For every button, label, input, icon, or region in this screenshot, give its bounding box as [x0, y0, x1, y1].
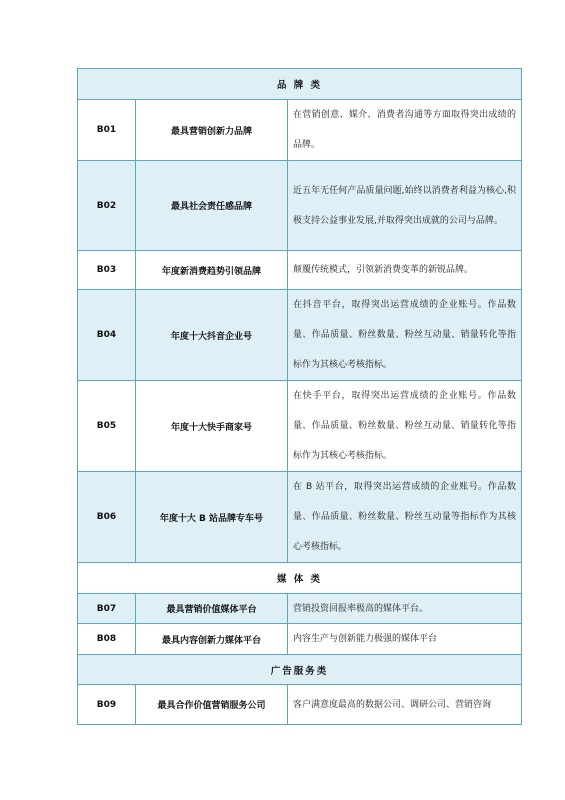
awards-table	[77, 68, 522, 725]
award-description: 近五年无任何产品质量问题,始终以消费者利益为核心,积极支持公益事业发展,并取得突出成就的公司与品牌。	[288, 161, 522, 251]
table-row	[78, 685, 522, 725]
table-row	[78, 290, 522, 381]
award-description: 在快手平台，取得突出运营成绩的企业账号。作品数量、作品质量、粉丝数量、粉丝互动量、销量转化等指标作为其核心考核指标。	[288, 381, 522, 472]
award-code: B09	[78, 685, 136, 725]
award-description: 颠覆传统模式，引领新消费变革的新锐品牌。	[288, 251, 522, 290]
table-row	[78, 100, 522, 161]
section-header-brand	[78, 69, 522, 100]
section-header-ad-service	[78, 655, 522, 685]
award-name: 最具营销价值媒体平台	[136, 594, 288, 624]
award-name: 年度十大抖音企业号	[136, 290, 288, 381]
award-code: B04	[78, 290, 136, 381]
award-code: B06	[78, 472, 136, 563]
award-code: B01	[78, 100, 136, 161]
section-title: 广告服务类	[78, 655, 522, 685]
section-title: 媒 体 类	[78, 563, 522, 594]
table-row	[78, 472, 522, 563]
award-name: 年度十大快手商家号	[136, 381, 288, 472]
award-code: B02	[78, 161, 136, 251]
section-header-media	[78, 563, 522, 594]
award-name: 年度新消费趋势引领品牌	[136, 251, 288, 290]
award-description: 客户满意度最高的数据公司、调研公司、营销咨询	[288, 685, 522, 725]
award-name: 最具内容创新力媒体平台	[136, 624, 288, 655]
table-row	[78, 624, 522, 655]
award-code: B08	[78, 624, 136, 655]
award-code: B07	[78, 594, 136, 624]
award-name: 最具社会责任感品牌	[136, 161, 288, 251]
award-name: 最具合作价值营销服务公司	[136, 685, 288, 725]
award-code: B03	[78, 251, 136, 290]
award-code: B05	[78, 381, 136, 472]
table-row	[78, 161, 522, 251]
award-description: 在营销创意、媒介、消费者沟通等方面取得突出成绩的品牌。	[288, 100, 522, 161]
table-row	[78, 251, 522, 290]
award-description: 营销投资回报率极高的媒体平台。	[288, 594, 522, 624]
award-description: 在抖音平台，取得突出运营成绩的企业账号。作品数量、作品质量、粉丝数量、粉丝互动量、销量转化等指标作为其核心考核指标。	[288, 290, 522, 381]
award-name: 年度十大 B 站品牌专车号	[136, 472, 288, 563]
table-row	[78, 594, 522, 624]
award-description: 内容生产与创新能力极强的媒体平台	[288, 624, 522, 655]
award-name: 最具营销创新力品牌	[136, 100, 288, 161]
award-description: 在 B 站平台，取得突出运营成绩的企业账号。作品数量、作品质量、粉丝数量、粉丝互动量等指标作为其核心考核指标。	[288, 472, 522, 563]
table-row	[78, 381, 522, 472]
section-title: 品 牌 类	[78, 69, 522, 100]
